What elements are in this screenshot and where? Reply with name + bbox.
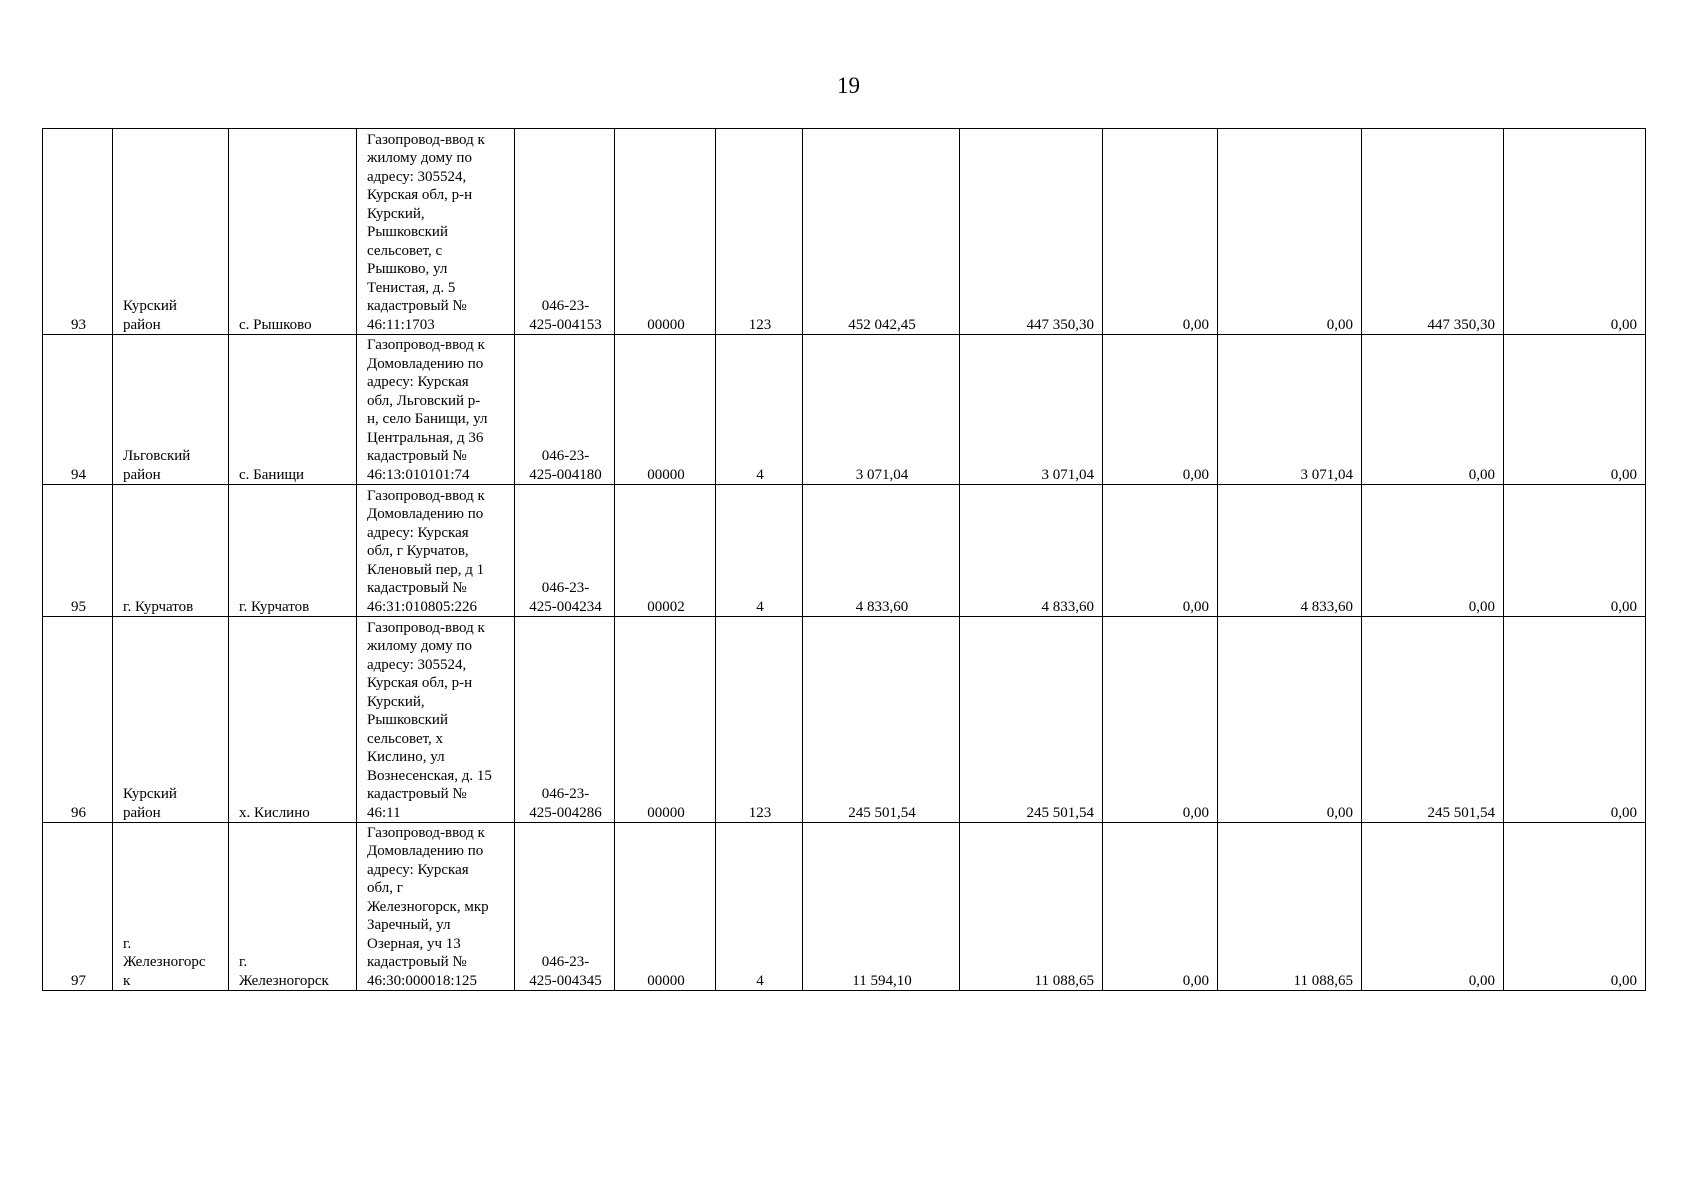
code-cell: 00000 <box>615 823 716 991</box>
account-cell: 123 <box>716 129 803 335</box>
object-name-cell: Газопровод-ввод к Домовладению по адресу: Курская обл, г Железногорск, мкр Заречный, ул Озерная, уч 13 кадастровый № 46:30:000018:125 <box>357 823 515 991</box>
value-cell: 0,00 <box>1504 485 1646 617</box>
code-cell: 00002 <box>615 485 716 617</box>
district-cell: Льговский район <box>113 335 229 485</box>
value-cell: 245 501,54 <box>960 617 1103 823</box>
inventory-number-cell: 046-23- 425-004234 <box>515 485 615 617</box>
value-cell: 447 350,30 <box>1362 129 1504 335</box>
value-cell: 4 833,60 <box>1218 485 1362 617</box>
value-cell: 0,00 <box>1103 823 1218 991</box>
value-cell: 0,00 <box>1218 129 1362 335</box>
value-cell: 0,00 <box>1103 335 1218 485</box>
account-cell: 4 <box>716 485 803 617</box>
inventory-number-cell: 046-23- 425-004345 <box>515 823 615 991</box>
value-cell: 0,00 <box>1504 823 1646 991</box>
object-name-cell: Газопровод-ввод к Домовладению по адресу: Курская обл, Льговский р- н, село Банищи, ул Центральная, д 36 кадастровый № 46:13:010101:74 <box>357 335 515 485</box>
value-cell: 0,00 <box>1504 335 1646 485</box>
account-cell: 123 <box>716 617 803 823</box>
code-cell: 00000 <box>615 335 716 485</box>
value-cell: 4 833,60 <box>960 485 1103 617</box>
code-cell: 00000 <box>615 129 716 335</box>
object-name-cell: Газопровод-ввод к Домовладению по адресу: Курская обл, г Курчатов, Кленовый пер, д 1 кадастровый № 46:31:010805:226 <box>357 485 515 617</box>
locality-cell: г. Курчатов <box>229 485 357 617</box>
inventory-number-cell: 046-23- 425-004180 <box>515 335 615 485</box>
asset-register-table <box>42 128 1646 991</box>
page-number: 19 <box>837 73 860 98</box>
value-cell: 11 088,65 <box>1218 823 1362 991</box>
object-name-cell: Газопровод-ввод к жилому дому по адресу: 305524, Курская обл, р-н Курский, Рышковский сельсовет, с Рышково, ул Тенистая, д. 5 кадастровый № 46:11:1703 <box>357 129 515 335</box>
row-number-cell: 94 <box>43 335 113 485</box>
locality-cell: г. Железногорск <box>229 823 357 991</box>
value-cell: 0,00 <box>1362 823 1504 991</box>
value-cell: 0,00 <box>1504 129 1646 335</box>
value-cell: 447 350,30 <box>960 129 1103 335</box>
inventory-number-cell: 046-23- 425-004153 <box>515 129 615 335</box>
value-cell: 11 088,65 <box>960 823 1103 991</box>
row-number-cell: 96 <box>43 617 113 823</box>
value-cell: 3 071,04 <box>1218 335 1362 485</box>
table-row <box>43 485 1646 617</box>
value-cell: 11 594,10 <box>803 823 960 991</box>
table-row <box>43 823 1646 991</box>
locality-cell: х. Кислино <box>229 617 357 823</box>
row-number-cell: 97 <box>43 823 113 991</box>
row-number-cell: 95 <box>43 485 113 617</box>
district-cell: г. Курчатов <box>113 485 229 617</box>
value-cell: 0,00 <box>1362 335 1504 485</box>
value-cell: 0,00 <box>1504 617 1646 823</box>
row-number-cell: 93 <box>43 129 113 335</box>
locality-cell: с. Банищи <box>229 335 357 485</box>
value-cell: 0,00 <box>1103 129 1218 335</box>
district-cell: Курский район <box>113 129 229 335</box>
table-row <box>43 335 1646 485</box>
value-cell: 0,00 <box>1218 617 1362 823</box>
value-cell: 452 042,45 <box>803 129 960 335</box>
code-cell: 00000 <box>615 617 716 823</box>
district-cell: Курский район <box>113 617 229 823</box>
table-row <box>43 617 1646 823</box>
value-cell: 0,00 <box>1103 485 1218 617</box>
value-cell: 245 501,54 <box>1362 617 1504 823</box>
table-row <box>43 129 1646 335</box>
inventory-number-cell: 046-23- 425-004286 <box>515 617 615 823</box>
value-cell: 4 833,60 <box>803 485 960 617</box>
value-cell: 3 071,04 <box>960 335 1103 485</box>
account-cell: 4 <box>716 823 803 991</box>
district-cell: г. Железногорс к <box>113 823 229 991</box>
value-cell: 0,00 <box>1362 485 1504 617</box>
value-cell: 245 501,54 <box>803 617 960 823</box>
value-cell: 0,00 <box>1103 617 1218 823</box>
locality-cell: с. Рышково <box>229 129 357 335</box>
object-name-cell: Газопровод-ввод к жилому дому по адресу: 305524, Курская обл, р-н Курский, Рышковский сельсовет, х Кислино, ул Вознесенская, д. 15 кадастровый № 46:11 <box>357 617 515 823</box>
account-cell: 4 <box>716 335 803 485</box>
value-cell: 3 071,04 <box>803 335 960 485</box>
